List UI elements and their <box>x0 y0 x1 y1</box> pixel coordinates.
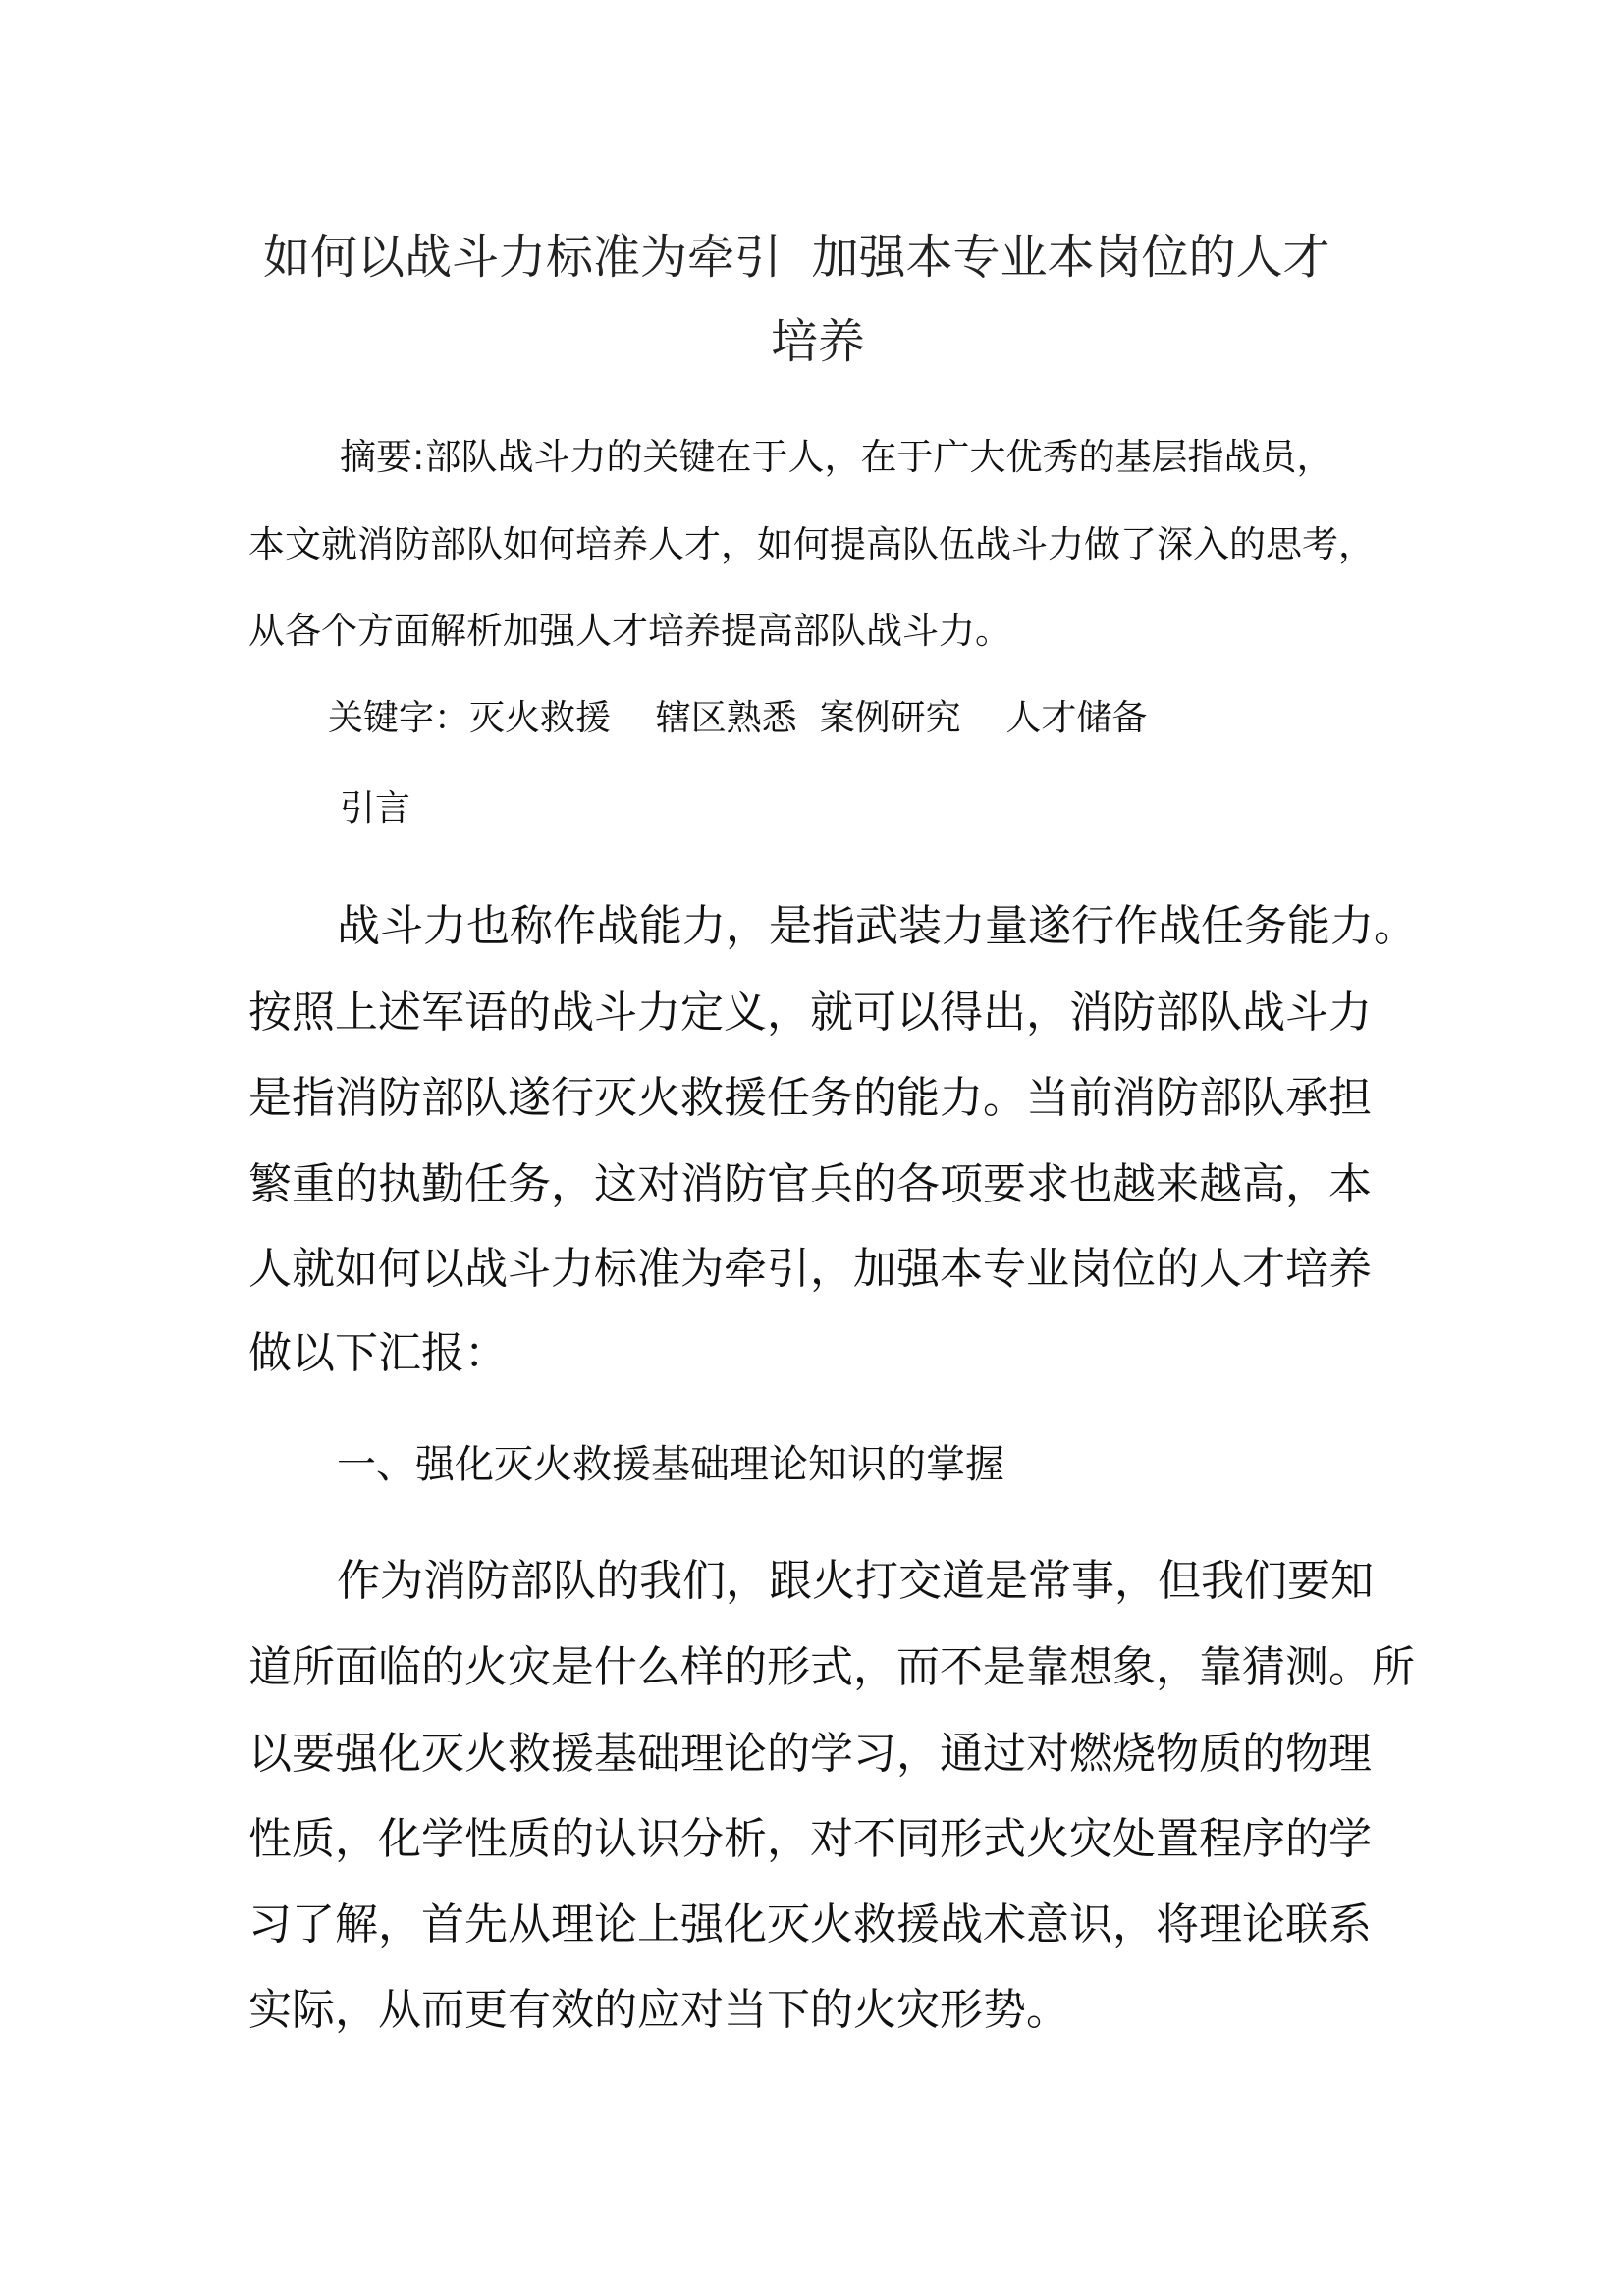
paragraph-line: 繁重的执勤任务，这对消防官兵的各项要求也越来越高，本 <box>248 1159 1372 1209</box>
paragraph-line: 是指消防部队遂行灭火救援任务的能力。当前消防部队承担 <box>248 1073 1372 1123</box>
paragraph-line: 道所面临的火灾是什么样的形式，而不是靠想象，靠猜测。所 <box>248 1642 1415 1692</box>
keywords: 关键字：灭火救援 辖区熟悉 案例研究 人才储备 <box>328 698 1148 738</box>
paragraph-line: 战斗力也称作战能力，是指武装力量遂行作战任务能力。 <box>337 901 1417 951</box>
abstract-line: 从各个方面解析加强人才培养提高部队战斗力。 <box>248 610 1011 652</box>
paragraph-line: 按照上述军语的战斗力定义，就可以得出，消防部队战斗力 <box>248 988 1372 1038</box>
paragraph-line: 做以下汇报： <box>248 1328 508 1378</box>
paragraph-line: 性质，化学性质的认识分析，对不同形式火灾处置程序的学 <box>248 1814 1372 1864</box>
abstract-line: 摘要:部队战斗力的关键在于人，在于广大优秀的基层指战员， <box>340 436 1333 478</box>
paragraph-line: 人就如何以战斗力标准为牵引，加强本专业岗位的人才培养 <box>248 1244 1372 1294</box>
paragraph-line: 以要强化灭火救援基础理论的学习，通过对燃烧物质的物理 <box>248 1729 1372 1779</box>
paragraph-line: 实际，从而更有效的应对当下的火灾形势。 <box>248 1985 1069 2035</box>
title-line-2: 培养 <box>771 314 866 369</box>
section-heading: 一、强化灭火救援基础理论知识的掌握 <box>337 1442 1004 1487</box>
paragraph-line: 作为消防部队的我们，跟火打交道是常事，但我们要知 <box>337 1556 1374 1606</box>
intro-heading: 引言 <box>340 788 411 828</box>
paragraph-line: 习了解，首先从理论上强化灭火救援战术意识，将理论联系 <box>248 1899 1372 1949</box>
abstract-line: 本文就消防部队如何培养人才，如何提高队伍战斗力做了深入的思考， <box>248 523 1375 565</box>
title-line-1: 如何以战斗力标准为牵引 加强本专业本岗位的人才 <box>263 230 1330 285</box>
